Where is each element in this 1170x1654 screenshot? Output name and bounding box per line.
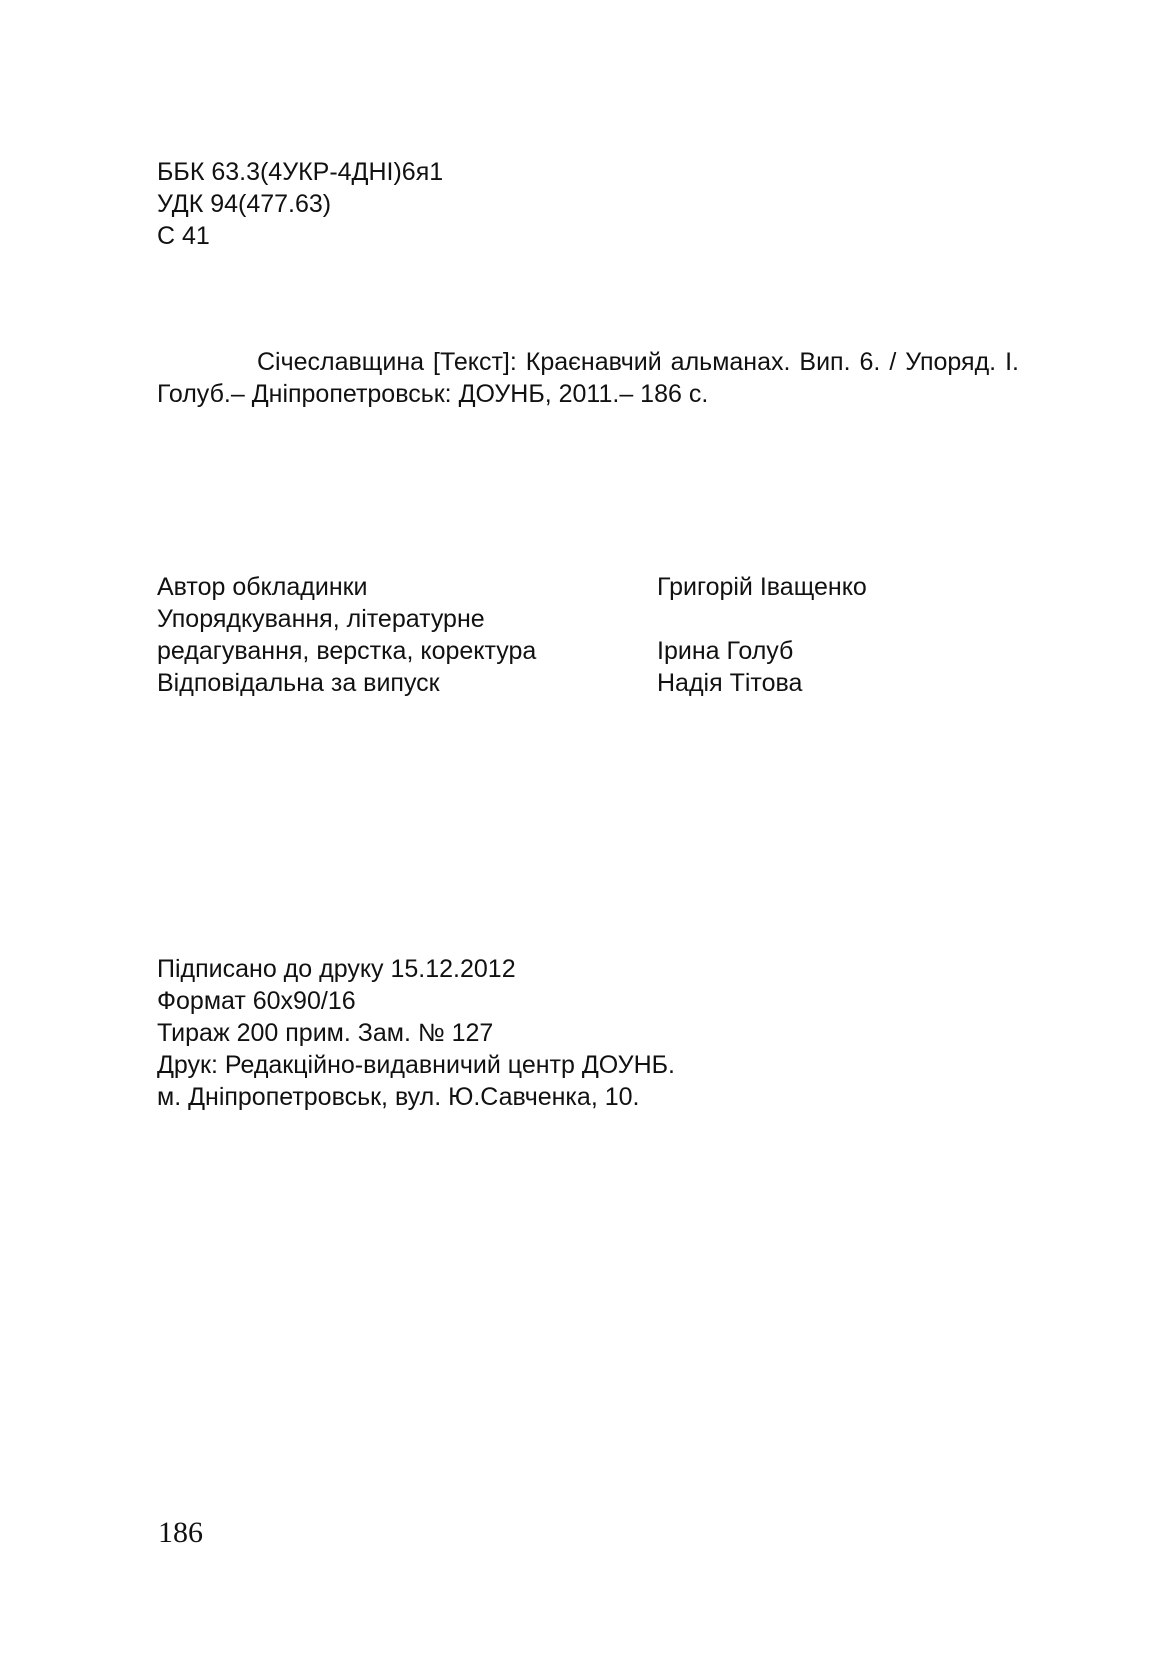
udk-code: УДК 94(477.63)	[157, 190, 332, 218]
imprint-block	[157, 953, 675, 1113]
bibliographic-description	[157, 346, 1019, 410]
credit-row-responsible	[157, 667, 917, 699]
credits-block	[157, 571, 917, 699]
credit-name: Григорій Іващенко	[657, 573, 867, 601]
credit-role-line: редагування, верстка, коректура	[157, 637, 537, 665]
credit-role-line: Упорядкування, літературне	[157, 605, 485, 633]
credit-name: Ірина Голуб	[657, 637, 794, 665]
credit-role	[157, 667, 657, 699]
author-mark: С 41	[157, 222, 210, 250]
credit-role	[157, 571, 657, 603]
classification-block	[157, 156, 443, 252]
credit-role	[157, 603, 657, 667]
printer: Друк: Редакційно-видавничий центр ДОУНБ.	[157, 1051, 675, 1079]
page-number: 186	[158, 1516, 203, 1549]
bbk-code: ББК 63.3(4УКР-4ДНІ)6я1	[157, 158, 444, 186]
signed-date: Підписано до друку 15.12.2012	[157, 955, 516, 983]
bibliographic-text: Січеславщина [Текст]: Краєнавчий альманах. Вип. 6. / Упоряд. І. Голуб.– Дніпропетровськ: ДОУНБ, 2011.– 186 с.	[157, 348, 1019, 408]
paper-format: Формат 60х90/16	[157, 987, 356, 1015]
credit-row-editing	[157, 603, 917, 667]
credit-row-cover	[157, 571, 917, 603]
credit-role-line: Автор обкладинки	[157, 573, 368, 601]
credit-name: Надія Тітова	[657, 669, 803, 697]
credit-role-line: Відповідальна за випуск	[157, 669, 440, 697]
printer-address: м. Дніпропетровськ, вул. Ю.Савченка, 10.	[157, 1083, 640, 1111]
print-run: Тираж 200 прим. Зам. № 127	[157, 1019, 494, 1047]
